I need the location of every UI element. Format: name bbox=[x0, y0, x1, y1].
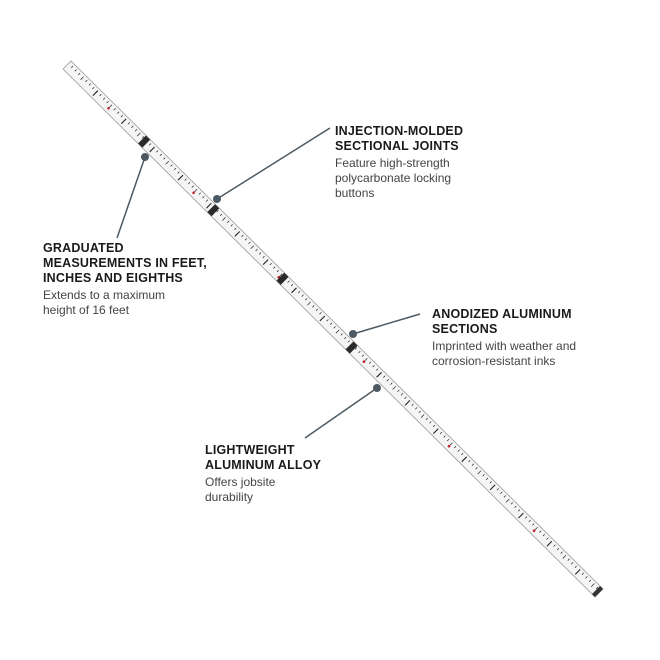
foot-marker bbox=[533, 529, 536, 532]
graduated-title: GRADUATED MEASUREMENTS IN FEET, INCHES AND EIGHTHS bbox=[43, 241, 207, 285]
joints-description: Feature high-strength polycarbonate locking buttons bbox=[335, 156, 452, 200]
foot-marker bbox=[192, 192, 195, 195]
joints-leader-line bbox=[217, 128, 330, 199]
callout-joints bbox=[335, 124, 463, 201]
anodized-description: Imprinted with weather and corrosion-resistant inks bbox=[432, 339, 577, 368]
anodized-leader-line bbox=[353, 314, 420, 334]
foot-marker bbox=[107, 107, 110, 110]
anodized-leader-dot bbox=[349, 330, 357, 338]
foot-marker bbox=[448, 445, 451, 448]
callout-lightweight bbox=[205, 443, 321, 505]
callout-anodized bbox=[432, 307, 576, 369]
graduated-leader-line bbox=[117, 157, 145, 238]
joints-leader-dot bbox=[213, 195, 221, 203]
lightweight-title: LIGHTWEIGHT ALUMINUM ALLOY bbox=[205, 443, 322, 472]
graduated-description: Extends to a maximum height of 16 feet bbox=[43, 288, 166, 317]
graduated-leader-dot bbox=[141, 153, 149, 161]
lightweight-leader-line bbox=[305, 388, 377, 438]
lightweight-leader-dot bbox=[373, 384, 381, 392]
foot-marker bbox=[363, 360, 366, 363]
callout-graduated bbox=[43, 241, 207, 318]
anodized-title: ANODIZED ALUMINUM SECTIONS bbox=[432, 307, 572, 336]
lightweight-description: Offers jobsite durability bbox=[205, 475, 276, 504]
joints-title: INJECTION-MOLDED SECTIONAL JOINTS bbox=[335, 124, 464, 153]
